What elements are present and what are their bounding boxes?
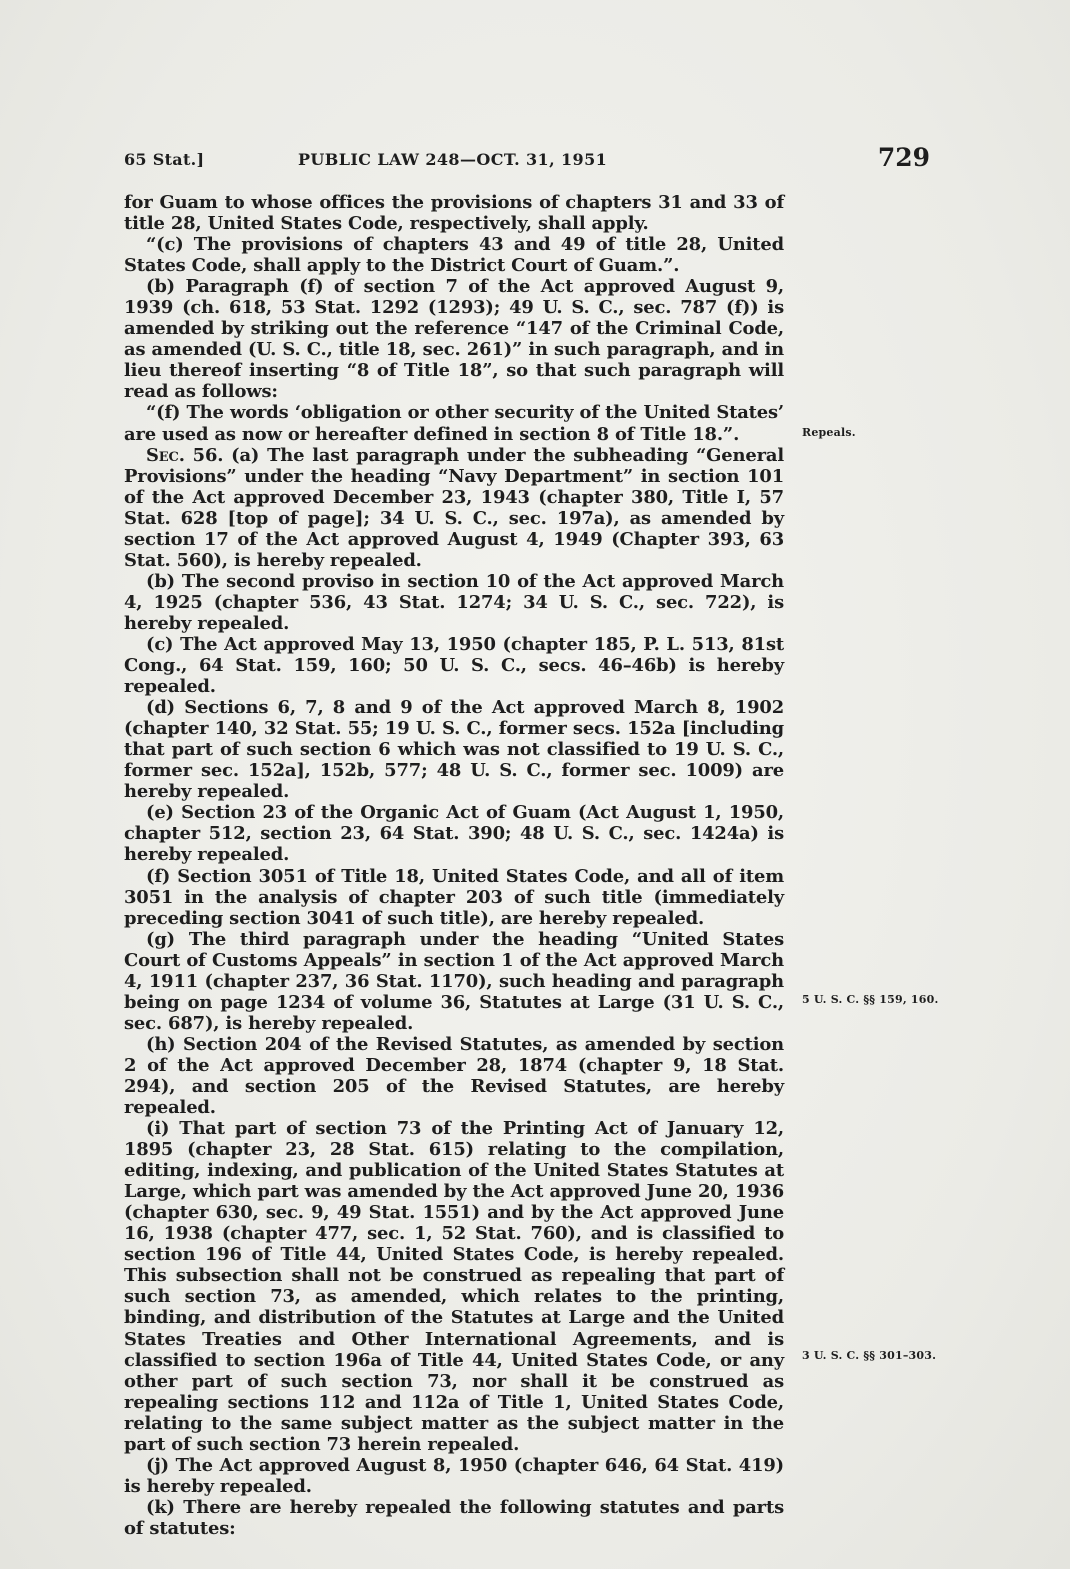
paragraph: (k) There are hereby repealed the following statutes and parts of statutes: — [124, 1496, 784, 1539]
paragraph: (d) Sections 6, 7, 8 and 9 of the Act approved March 8, 1902 (chapter 140, 32 Stat. 55; 19 U. S. C., former secs. 152a [including that part of such section 6 which was not classified to 19 U. S. C., former sec. 152a], 152b, 577; 48 U. S. C., former sec. 1009) are hereby repealed. — [124, 697, 784, 803]
paragraph: (b) The second proviso in section 10 of the Act approved March 4, 1925 (chapter 536, 43 Stat. 1274; 34 U. S. C., sec. 722), is hereby repealed. — [124, 570, 784, 634]
margin-note-3-usc: 3 U. S. C. §§ 301–303. — [802, 1349, 937, 1362]
paragraph: “(f) The words ‘obligation or other security of the United States’ are used as now or hereafter defined in section 8 of Title 18.”. — [124, 402, 784, 445]
paragraph: (f) Section 3051 of Title 18, United States Code, and all of item 3051 in the analysis of chapter 203 of such title (immediately preceding section 3041 of such title), are hereby repealed. — [124, 865, 784, 929]
paragraph: (b) Paragraph (f) of section 7 of the Act approved August 9, 1939 (ch. 618, 53 Stat. 1292 (1293); 49 U. S. C., sec. 787 (f)) is amended by striking out the reference “147 of the Criminal Code, as amended (U. S. C., title 18, sec. 261)” in such paragraph, and in lieu thereof inserting “8 of Title 18”, so that such paragraph will read as follows: — [124, 276, 784, 403]
statute-body — [124, 192, 784, 1539]
paragraph: (c) The Act approved May 13, 1950 (chapter 185, P. L. 513, 81st Cong., 64 Stat. 159, 160; 50 U. S. C., secs. 46–46b) is hereby repealed. — [124, 633, 784, 698]
paragraph: (g) The third paragraph under the heading “United States Court of Customs Appeals” in section 1 of the Act approved March 4, 1911 (chapter 237, 36 Stat. 1170), such heading and paragraph being on page 1234 of volume 36, Statutes at Large (31 U. S. C., sec. 687), is hereby repealed. — [124, 928, 784, 1034]
margin-note-5-usc: 5 U. S. C. §§ 159, 160. — [802, 993, 939, 1006]
paragraph: (h) Section 204 of the Revised Statutes, as amended by section 2 of the Act approved December 28, 1874 (chapter 9, 18 Stat. 294), and section 205 of the Revised Statutes, are hereby repealed. — [124, 1033, 784, 1119]
public-law-title: PUBLIC LAW 248—OCT. 31, 1951 — [298, 150, 608, 169]
margin-note-repeals: Repeals. — [802, 426, 856, 439]
page-number: 729 — [877, 143, 930, 172]
paragraph: for Guam to whose offices the provisions of chapters 31 and 33 of title 28, United States Code, respectively, shall apply. — [124, 192, 784, 235]
statute-volume-label: 65 Stat.] — [124, 150, 205, 169]
section-56-paragraph: Sec. 56. (a) The last paragraph under the subheading “General Provisions” under the heading “Navy Department” in section 101 of the Act approved December 23, 1943 (chapter 380, Title I, 57 Stat. 628 [top of page]; 34 U. S. C., sec. 197a), as amended by section 17 of the Act approved August 4, 1949 (Chapter 393, 63 Stat. 560), is hereby repealed. — [124, 444, 784, 571]
paragraph: (i) That part of section 73 of the Printing Act of January 12, 1895 (chapter 23, 28 Stat. 615) relating to the compilation, editing, indexing, and publication of the United States Statutes at Large, which part was amended by the Act approved June 20, 1936 (chapter 630, sec. 9, 49 Stat. 1551) and by the Act approved June 16, 1938 (chapter 477, sec. 1, 52 Stat. 760), and is classified to section 196 of Title 44, United States Code, is hereby repealed. This subsection shall not be construed as repealing that part of such section 73, as amended, which relates to the printing, binding, and distribution of the Statutes at Large and the United States Treaties and Other International Agreements, and is classified to section 196a of Title 44, United States Code, or any other part of such section 73, nor shall it be construed as repealing sections 112 and 112a of Title 1, United States Code, relating to the same subject matter as the subject matter in the part of such section 73 herein repealed. — [124, 1118, 784, 1455]
paragraph: “(c) The provisions of chapters 43 and 49 of title 28, United States Code, shall apply to the District Court of Guam.”. — [124, 234, 784, 277]
running-head — [124, 143, 934, 180]
paragraph: (e) Section 23 of the Organic Act of Guam (Act August 1, 1950, chapter 512, section 23, 64 Stat. 390; 48 U. S. C., sec. 1424a) is hereby repealed. — [124, 802, 784, 866]
paragraph: (j) The Act approved August 8, 1950 (chapter 646, 64 Stat. 419) is hereby repealed. — [124, 1454, 784, 1497]
